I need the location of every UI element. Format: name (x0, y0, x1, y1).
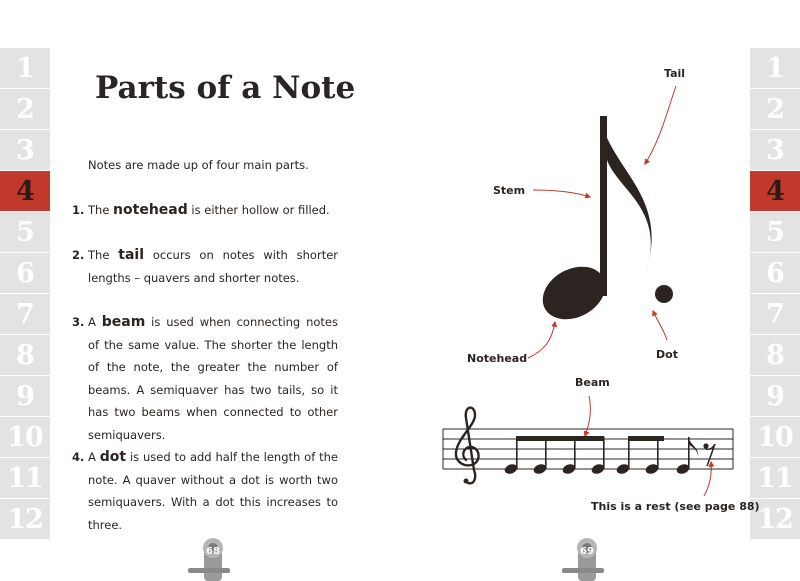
beam-arrow (585, 396, 590, 436)
quaver-rest-icon (703, 443, 715, 466)
item-number: 4. (72, 450, 85, 464)
item-number: 3. (72, 315, 85, 329)
chapter-tab-7[interactable]: 7 (0, 294, 50, 334)
item-number: 2. (72, 248, 85, 262)
term-tail: tail (118, 247, 145, 263)
chapter-tab-3[interactable]: 3 (750, 130, 800, 170)
chapter-tab-6[interactable]: 6 (0, 253, 50, 293)
intro-text: Notes are made up of four main parts. (88, 158, 309, 172)
chapter-tab-9[interactable]: 9 (750, 376, 800, 416)
page-title: Parts of a Note (95, 70, 356, 106)
chapter-tab-10[interactable]: 10 (0, 417, 50, 457)
label-notehead: Notehead (467, 352, 528, 365)
chapter-tab-4-active[interactable]: 4 (0, 171, 50, 211)
chapter-tab-2[interactable]: 2 (0, 89, 50, 129)
chapter-tab-6[interactable]: 6 (750, 253, 800, 293)
label-stem: Stem (493, 184, 526, 197)
beamed-notes (503, 436, 698, 475)
item-pre: A (88, 450, 100, 464)
chapter-tab-12[interactable]: 12 (0, 499, 50, 539)
item-pre: The (88, 248, 119, 262)
stem-arrow (533, 190, 590, 197)
rest-arrow (704, 462, 711, 496)
violin-scroll-right-icon (562, 538, 604, 581)
item-pre: A (88, 315, 102, 329)
chapter-tab-5[interactable]: 5 (750, 212, 800, 252)
label-tail: Tail (664, 67, 686, 80)
dot-shape (655, 285, 673, 303)
chapter-tab-5[interactable]: 5 (0, 212, 50, 252)
item-post: occurs on notes with shorter lengths – quavers and shorter notes. (88, 248, 339, 285)
item-pre: The (88, 203, 114, 217)
chapter-tab-12[interactable]: 12 (750, 499, 800, 539)
chapter-tab-2[interactable]: 2 (750, 89, 800, 129)
tail-shape (600, 116, 652, 272)
label-rest: This is a rest (see page 88) (591, 500, 760, 513)
item-post: is used when connecting notes of the same value. The shorter the length of the note, the greater the number of beams. A semiquaver has two tails, so it has two beams when connected to other semiquavers. (88, 315, 338, 442)
label-dot: Dot (656, 348, 678, 361)
tail-arrow (645, 86, 676, 164)
violin-scroll-left-icon (188, 538, 230, 581)
item-number: 1. (72, 203, 85, 217)
item-post: is either hollow or filled. (187, 203, 330, 217)
chapter-tab-9[interactable]: 9 (0, 376, 50, 416)
term-dot: dot (99, 449, 127, 465)
treble-clef-icon (456, 408, 479, 484)
term-beam: beam (101, 314, 146, 330)
chapter-tab-1[interactable]: 1 (0, 48, 50, 88)
page-number-right: 69 (580, 546, 594, 557)
chapter-tab-1[interactable]: 1 (750, 48, 800, 88)
chapter-tab-8[interactable]: 8 (750, 335, 800, 375)
dot-arrow (653, 311, 667, 340)
chapter-tab-10[interactable]: 10 (750, 417, 800, 457)
term-notehead: notehead (113, 202, 188, 218)
chapter-tab-11[interactable]: 11 (0, 458, 50, 498)
chapter-tab-4-active[interactable]: 4 (750, 171, 800, 211)
chapter-tab-8[interactable]: 8 (0, 335, 50, 375)
dotted-quaver-diagram (534, 116, 673, 330)
chapter-tab-11[interactable]: 11 (750, 458, 800, 498)
chapter-tab-7[interactable]: 7 (750, 294, 800, 334)
chapter-tab-3[interactable]: 3 (0, 130, 50, 170)
label-beam: Beam (575, 376, 610, 389)
notehead-arrow (528, 322, 555, 358)
page-number-left: 68 (206, 546, 220, 557)
item-post: is used to add half the length of the note. A quaver without a dot is worth two semiquavers. With a dot this increases to three. (88, 450, 339, 532)
